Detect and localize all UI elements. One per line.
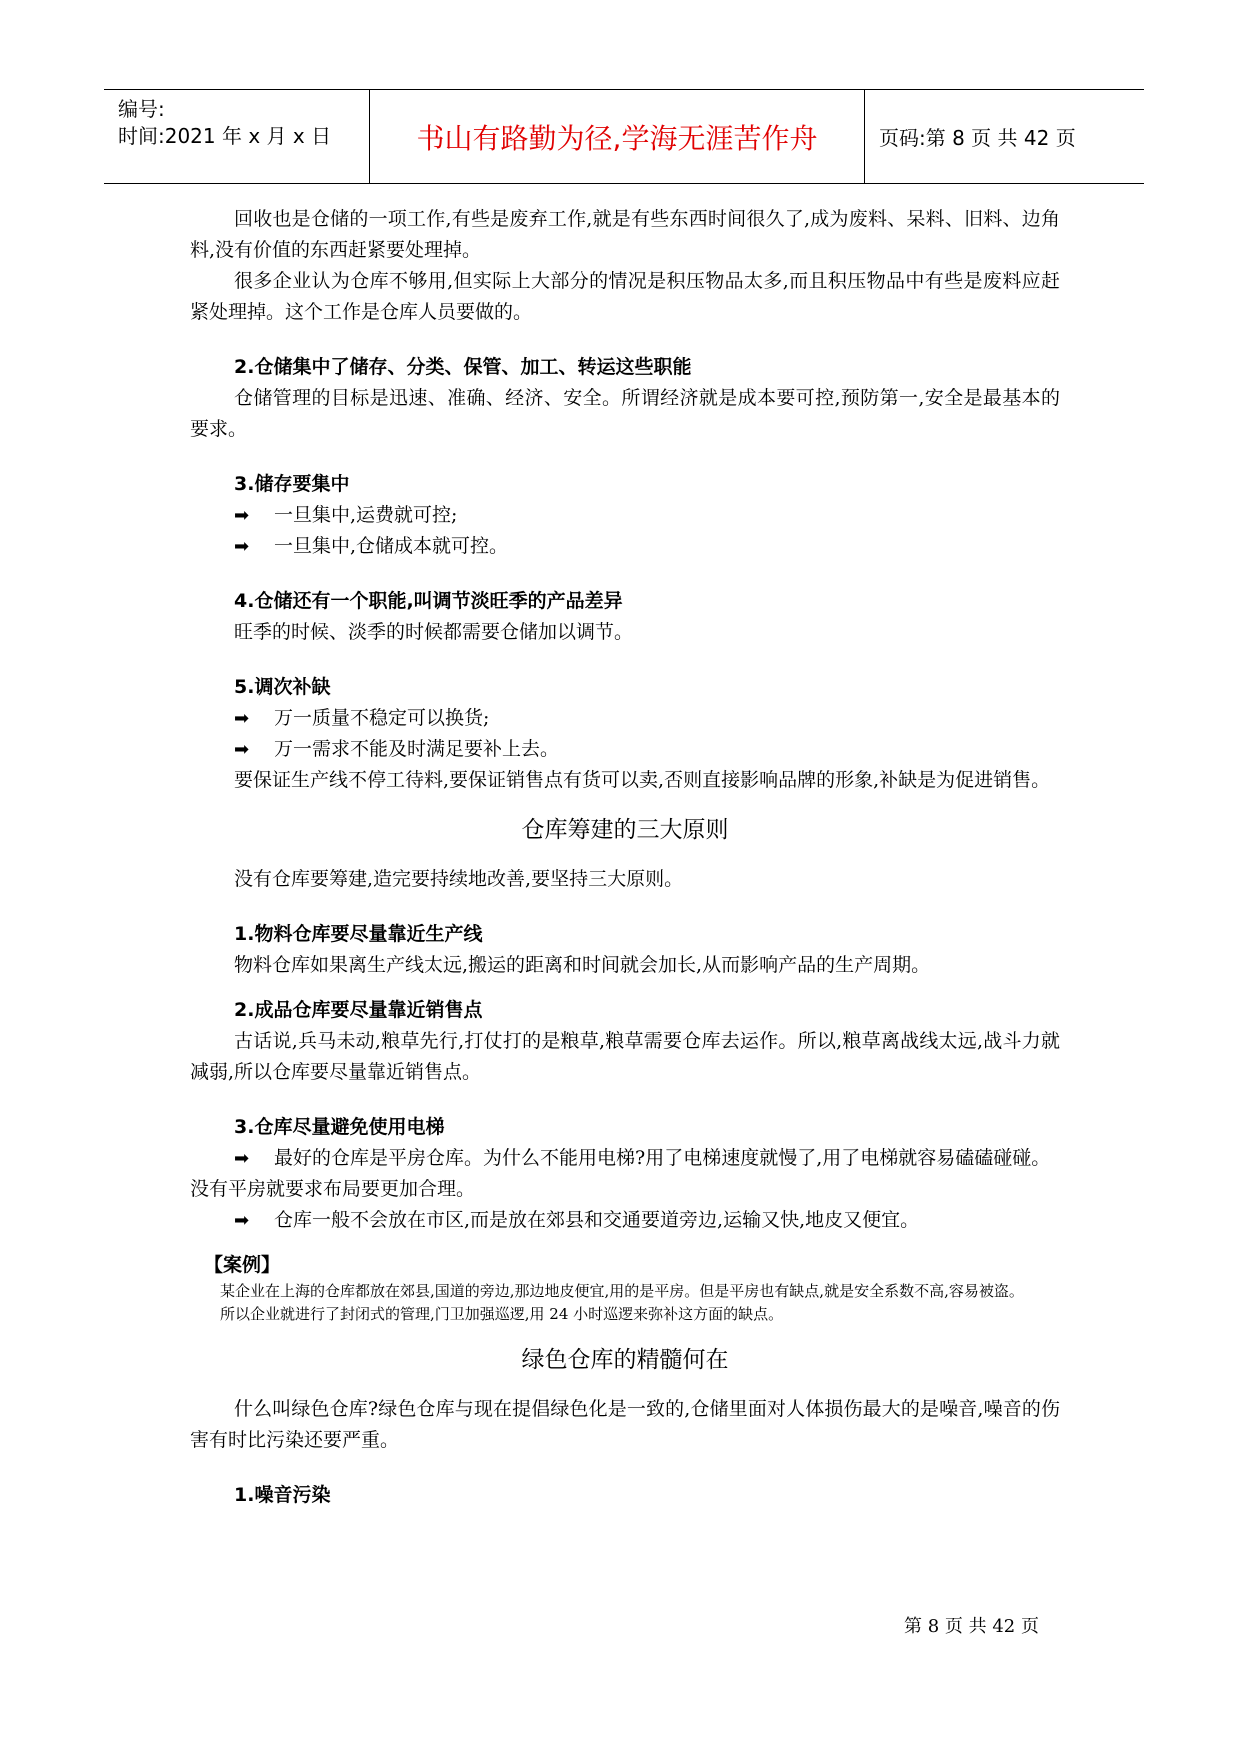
bullet-text: 万一质量不稳定可以换货; [274,707,490,729]
paragraph: 古话说,兵马未动,粮草先行,打仗打的是粮草,粮草需要仓库去运作。所以,粮草离战线太远,战斗力就减弱,所以仓库要尽量靠近销售点。 [190,1030,1060,1083]
arrow-bullet-icon: ➡ [234,505,250,526]
paragraph: 很多企业认为仓库不够用,但实际上大部分的情况是积压物品太多,而且积压物品中有些是废料应赶紧处理掉。这个工作是仓库人员要做的。 [190,270,1060,323]
bullet-item [190,1143,1060,1205]
paragraph: 回收也是仓储的一项工作,有些是废弃工作,就是有些东西时间很久了,成为废料、呆料、旧料、边角料,没有价值的东西赶紧要处理掉。 [190,208,1060,261]
case-paragraph: 某企业在上海的仓库都放在郊县,国道的旁边,那边地皮便宜,用的是平房。但是平房也有缺点,就是安全系数不高,容易被盗。 [220,1282,1024,1300]
paragraph: 仓储管理的目标是迅速、准确、经济、安全。所谓经济就是成本要可控,预防第一,安全是最基本的要求。 [190,387,1060,440]
section-heading: 3.储存要集中 [234,473,350,495]
arrow-bullet-icon: ➡ [234,739,250,760]
document-body [190,204,1060,1511]
header-motto-cell [370,90,865,183]
page-info: 页码:第 8 页 共 42 页 [879,126,1076,150]
paragraph: 物料仓库如果离生产线太远,搬运的距离和时间就会加长,从而影响产品的生产周期。 [234,954,931,976]
motto: 书山有路勤为径,学海无涯苦作舟 [416,121,818,155]
arrow-bullet-icon: ➡ [234,536,250,557]
bullet-item [190,531,1060,562]
bullet-item [190,703,1060,734]
header-meta [104,90,370,183]
bullet-text: 一旦集中,运费就可控; [274,504,458,526]
paragraph: 旺季的时候、淡季的时候都需要仓储加以调节。 [234,621,634,643]
section-heading: 3.仓库尽量避免使用电梯 [234,1116,445,1138]
case-paragraph: 所以企业就进行了封闭式的管理,门卫加强巡逻,用 24 小时巡逻来弥补这方面的缺点。 [220,1305,784,1323]
page-header [104,89,1144,184]
chapter-title: 绿色仓库的精髓何在 [521,1347,729,1373]
time-label: 时间:2021 年 x 月 x 日 [118,124,332,148]
bullet-text: 仓库一般不会放在市区,而是放在郊县和交通要道旁边,运输又快,地皮又便宜。 [274,1209,920,1231]
bullet-item [190,1205,1060,1236]
paragraph: 没有仓库要筹建,造完要持续地改善,要坚持三大原则。 [234,868,684,890]
number-label: 编号: [118,97,165,121]
section-heading: 2.仓储集中了储存、分类、保管、加工、转运这些职能 [234,356,692,378]
bullet-text: 最好的仓库是平房仓库。为什么不能用电梯?用了电梯速度就慢了,用了电梯就容易磕磕碰碰。没有平房就要求布局要更加合理。 [190,1147,1051,1200]
bullet-item [190,734,1060,765]
section-heading: 5.调次补缺 [234,676,331,698]
section-heading: 2.成品仓库要尽量靠近销售点 [234,999,483,1021]
case-title: 【案例】 [204,1254,281,1276]
section-heading: 4.仓储还有一个职能,叫调节淡旺季的产品差异 [234,590,623,612]
section-heading: 1.噪音污染 [234,1484,331,1506]
chapter-title: 仓库筹建的三大原则 [521,817,729,843]
header-page-info-cell [865,90,1144,183]
page-footer: 第 8 页 共 42 页 [904,1616,1039,1637]
section-heading: 1.物料仓库要尽量靠近生产线 [234,923,483,945]
arrow-bullet-icon: ➡ [234,1210,250,1231]
bullet-text: 万一需求不能及时满足要补上去。 [274,738,560,760]
arrow-bullet-icon: ➡ [234,708,250,729]
paragraph: 什么叫绿色仓库?绿色仓库与现在提倡绿色化是一致的,仓储里面对人体损伤最大的是噪音,噪音的伤害有时比污染还要严重。 [190,1398,1060,1451]
paragraph: 要保证生产线不停工待料,要保证销售点有货可以卖,否则直接影响品牌的形象,补缺是为促进销售。 [234,769,1051,791]
bullet-item [190,500,1060,531]
arrow-bullet-icon: ➡ [234,1148,250,1169]
bullet-text: 一旦集中,仓储成本就可控。 [274,535,509,557]
